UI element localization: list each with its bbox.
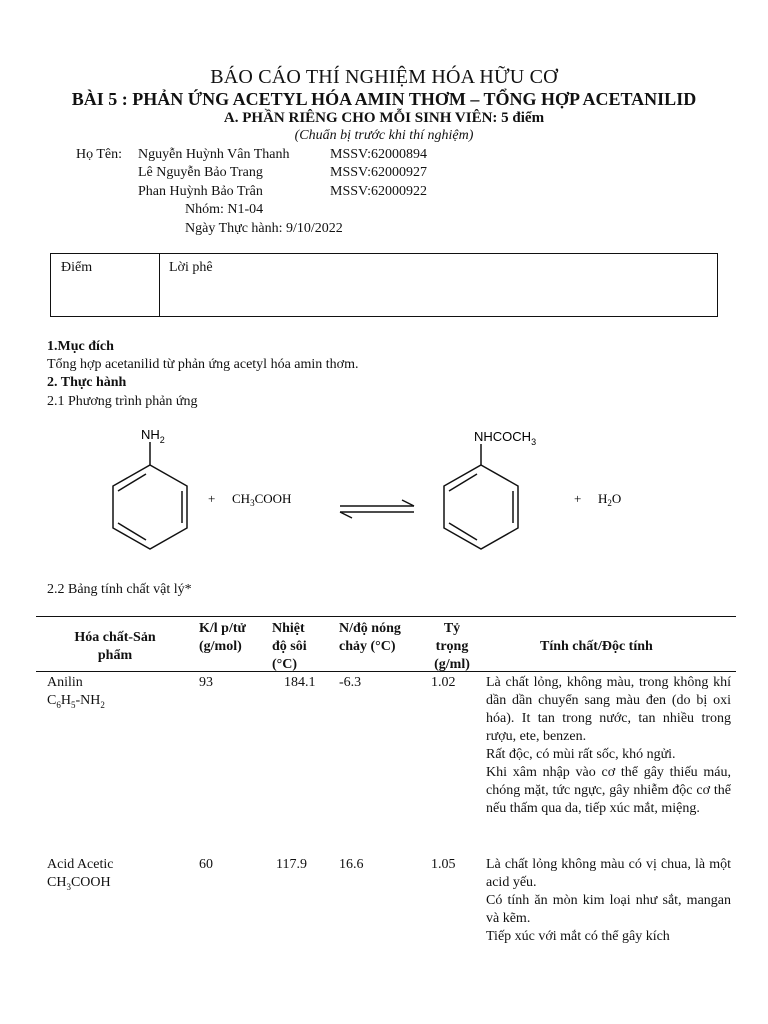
- grade-box: [50, 253, 718, 317]
- properties-text: Là chất lỏng không màu có vị chua, là một acid yếu. Có tính ăn mòn kim loại như sắt, mangan và kẽm. Tiếp xúc với mắt có thể gây kích: [486, 857, 731, 944]
- plus-sign-1: +: [208, 491, 216, 506]
- properties-text: Là chất lỏng, không màu, trong không khí dần dần chuyển sang màu đen (do bị oxi hóa). It tan trong nước, tan nhiều trong rượu, ete, benzen. Rất độc, có mùi rất sốc, khó ngửi. Khi xâm nhập vào cơ thể gây thiếu máu, chóng mặt, tức ngực, gây nhiễm độc cơ thể nếu thấm qua da, tiếp xúc mắt, miệng.: [486, 675, 731, 816]
- report-title: BÁO CÁO THÍ NGHIỆM HÓA HỮU CƠ: [210, 66, 558, 88]
- molar-mass: 93: [199, 675, 213, 690]
- acetanilide-structure: [444, 444, 518, 549]
- lesson-title: BÀI 5 : PHẢN ỨNG ACETYL HÓA AMIN THƠM – TỔNG HỢP ACETANILID: [71, 89, 697, 109]
- density: 1.02: [431, 675, 456, 690]
- aniline-structure: [113, 442, 187, 549]
- table-top-rule: [36, 616, 736, 617]
- section2-sub1: 2.1 Phương trình phản ứng: [47, 394, 198, 409]
- col-header-boiling-point: Nhiệt độ sôi (°C): [272, 621, 307, 672]
- chemical-formula: $CH_3COOH$: [47, 875, 111, 892]
- col-header-density: Tỷ trọng (g/ml): [434, 621, 470, 672]
- student-id-3: MSSV:62000922: [330, 184, 427, 199]
- name-label: Họ Tên:: [76, 147, 123, 162]
- boiling-point: 117.9: [276, 857, 307, 872]
- student-name-2: Lê Nguyễn Bảo Trang: [138, 165, 263, 180]
- amine-group-label: $NH_2$: [141, 427, 165, 445]
- chemical-name: Acid Acetic: [47, 857, 114, 872]
- col-header-melting-point: N/độ nóng chảy (°C): [339, 621, 401, 654]
- section-title: A. PHẦN RIÊNG CHO MỖI SINH VIÊN: 5 điểm: [223, 110, 545, 126]
- melting-point: 16.6: [339, 857, 364, 872]
- student-id-1: MSSV:62000894: [330, 147, 427, 162]
- col-header-molar-mass: K/l p/tử (g/mol): [199, 621, 246, 654]
- col-header-chemical: Hóa chất-Sản phẩm: [74, 630, 156, 663]
- col-header-properties: Tính chất/Độc tính: [540, 639, 653, 654]
- table-header-rule: [36, 671, 736, 672]
- student-name-1: Nguyễn Huỳnh Vân Thanh: [138, 147, 290, 162]
- chemical-name: Anilin: [47, 675, 83, 690]
- practice-date: Ngày Thực hành: 9/10/2022: [185, 221, 343, 236]
- grade-divider: [159, 254, 160, 316]
- acetic-acid-formula: $CH_3COOH$: [232, 491, 292, 508]
- score-label: Điểm: [61, 260, 93, 275]
- prep-note: (Chuẩn bị trước khi thí nghiệm): [294, 128, 474, 143]
- density: 1.05: [431, 857, 456, 872]
- equilibrium-arrow-icon: [340, 500, 414, 518]
- student-name-3: Phan Huỳnh Bảo Trân: [138, 184, 263, 199]
- group-label: Nhóm: N1-04: [185, 202, 264, 217]
- student-id-2: MSSV:62000927: [330, 165, 427, 180]
- water-formula: $H_2O$: [598, 491, 622, 508]
- melting-point: -6.3: [339, 675, 362, 690]
- boiling-point: 184.1: [284, 675, 316, 690]
- section2-sub2: 2.2 Bảng tính chất vật lý*: [47, 582, 192, 597]
- chemical-formula: $C_6H_5-NH_2$: [47, 693, 105, 710]
- reaction-equation: [0, 420, 768, 580]
- molar-mass: 60: [199, 857, 213, 872]
- section1-text: Tổng hợp acetanilid từ phản ứng acetyl hóa amin thơm.: [47, 357, 359, 372]
- acetamide-group-label: $NHCOCH_3$: [474, 429, 537, 447]
- section1-heading: 1.Mục đích: [47, 339, 114, 354]
- comment-label: Lời phê: [169, 260, 213, 275]
- section2-heading: 2. Thực hành: [47, 375, 127, 390]
- plus-sign-2: +: [574, 491, 582, 506]
